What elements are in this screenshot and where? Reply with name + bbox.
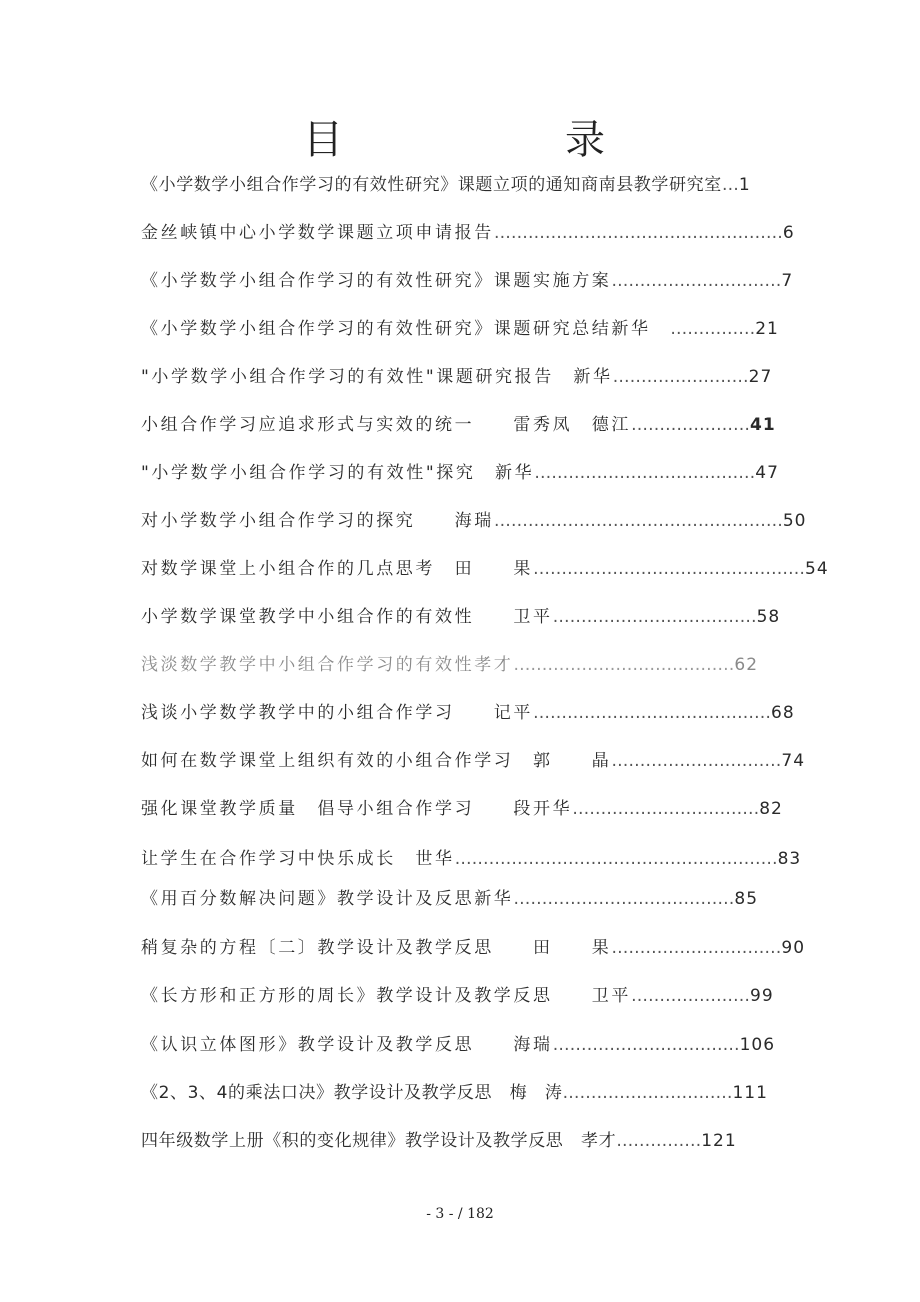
toc-entry[interactable] — [141, 411, 781, 439]
toc-entry[interactable] — [141, 555, 829, 583]
toc-entry-page: 1 — [738, 175, 751, 195]
toc-entry-title: 小组合作学习应追求形式与实效的统一 雷秀凤 德江 — [141, 415, 631, 435]
toc-entry-page: 74 — [781, 751, 806, 771]
toc-entry-title: 《小学数学小组合作学习的有效性研究》课题研究总结新华 — [141, 319, 671, 339]
toc-entry-title: 《小学数学小组合作学习的有效性研究》课题实施方案 — [141, 271, 612, 291]
toc-entry[interactable] — [141, 1079, 781, 1107]
toc-entry-leader: ………………………… — [611, 938, 782, 958]
toc-entry-title: 对小学数学小组合作学习的探究 海瑞 — [141, 511, 494, 531]
toc-entry-page: 83 — [777, 849, 802, 869]
toc-entry-leader: ………………… — [631, 415, 750, 435]
toc-entry-leader: ………………………………………………… — [454, 849, 778, 869]
toc-entry-title: 稍复杂的方程〔二〕教学设计及教学反思 田 果 — [141, 938, 612, 958]
toc-entry[interactable] — [141, 795, 781, 823]
toc-entry-page: 41 — [750, 415, 776, 435]
toc-entry-title: 金丝峡镇中心小学数学课题立项申请报告 — [141, 223, 494, 243]
toc-entry-page: 47 — [755, 463, 779, 483]
toc-entry-leader: ………………………………… — [513, 889, 735, 909]
toc-entry-leader: ………………………… — [611, 751, 782, 771]
toc-entry-page: 21 — [755, 319, 779, 339]
toc-entry[interactable] — [141, 363, 781, 391]
toc-entry-title: 《长方形和正方形的周长》教学设计及教学反思 卫平 — [141, 986, 631, 1006]
toc-entry-page: 7 — [781, 271, 794, 291]
toc-entry-title: 强化课堂教学质量 倡导小组合作学习 段开华 — [141, 799, 573, 819]
toc-entry-leader: ………………………… — [611, 271, 782, 291]
toc-entry-title: 让学生在合作学习中快乐成长 世华 — [141, 849, 455, 869]
toc-entry-title: 对数学课堂上小组合作的几点思考 田 果 — [141, 559, 533, 579]
toc-entry-title: 浅谈小学数学教学中的小组合作学习 记平 — [141, 703, 533, 723]
toc-entry-title: "小学数学小组合作学习的有效性"课题研究报告 新华 — [141, 367, 613, 387]
toc-entry-title: 《用百分数解决问题》教学设计及反思新华 — [141, 889, 514, 909]
toc-entry-page: 50 — [782, 511, 807, 531]
toc-entry[interactable] — [141, 699, 795, 727]
toc-entry[interactable] — [141, 603, 781, 631]
toc-title-char-1: 目 — [303, 117, 343, 163]
toc-entry[interactable] — [141, 747, 806, 775]
toc-entry-leader: ………………………………………… — [533, 559, 805, 579]
toc-entry-page: 121 — [701, 1131, 737, 1151]
toc-entry-page: 68 — [771, 703, 795, 723]
toc-entry-leader: …………………………… — [552, 1035, 740, 1055]
toc-entry[interactable] — [141, 267, 794, 295]
toc-title — [0, 108, 920, 168]
toc-entry[interactable] — [141, 1127, 781, 1155]
toc-entry-leader: …………………………………………… — [493, 223, 783, 243]
toc-entry[interactable] — [141, 315, 781, 343]
toc-entry-page: 111 — [732, 1083, 768, 1103]
toc-entry-leader: …………… — [616, 1131, 702, 1151]
toc-entry-leader: ………………………… — [562, 1083, 733, 1103]
toc-entry-leader: ………………… — [631, 986, 750, 1006]
toc-entry[interactable] — [141, 982, 781, 1010]
toc-entry-leader: …………………………… — [572, 799, 760, 819]
toc-entry-page: 85 — [734, 889, 759, 909]
toc-entry-page: 6 — [782, 223, 795, 243]
toc-entry-page: 62 — [734, 655, 759, 675]
toc-entry-page: 99 — [750, 986, 774, 1006]
toc-entry-page: 106 — [739, 1035, 776, 1055]
toc-entry[interactable] — [141, 459, 781, 487]
toc-entry[interactable] — [141, 171, 781, 199]
toc-entry[interactable] — [141, 1031, 781, 1059]
toc-entry-title: 浅淡数学教学中小组合作学习的有效性孝才 — [141, 655, 514, 675]
toc-entry-page: 90 — [781, 938, 806, 958]
toc-entry-leader: ……………………………… — [552, 607, 757, 627]
toc-entry-leader: …………………………………………… — [493, 511, 783, 531]
toc-entry-page: 27 — [748, 367, 773, 387]
toc-title-char-2: 录 — [565, 117, 605, 163]
toc-entry-leader: ………………………………… — [534, 463, 756, 483]
toc-entry-title: 小学数学课堂教学中小组合作的有效性 卫平 — [141, 607, 553, 627]
toc-entry[interactable] — [141, 934, 806, 962]
toc-entry[interactable] — [141, 507, 807, 535]
toc-entry[interactable] — [141, 651, 781, 679]
toc-entry-leader: ………………………………… — [513, 655, 735, 675]
toc-entry-title: 《认识立体图形》教学设计及教学反思 海瑞 — [141, 1035, 553, 1055]
toc-entry-leader: …………………… — [612, 367, 749, 387]
toc-entry-title: 《小学数学小组合作学习的有效性研究》课题立项的通知商南县教学研究室 — [141, 175, 722, 195]
toc-entry-page: 82 — [759, 799, 783, 819]
toc-entry-title: 《2、3、4的乘法口决》教学设计及教学反思 梅 涛 — [141, 1083, 563, 1103]
toc-entry-title: 四年级数学上册《积的变化规律》教学设计及教学反思 孝才 — [141, 1131, 617, 1151]
toc-entry[interactable] — [141, 885, 781, 913]
toc-entry-title: "小学数学小组合作学习的有效性"探究 新华 — [141, 463, 535, 483]
toc-entry-title: 如何在数学课堂上组织有效的小组合作学习 郭 晶 — [141, 751, 612, 771]
toc-entry-leader: …………… — [670, 319, 756, 339]
toc-entry-page: 58 — [756, 607, 781, 627]
toc-entry-leader: …………………………………… — [533, 703, 771, 723]
toc-entry[interactable] — [141, 219, 795, 247]
page-number-footer: - 3 - / 182 — [426, 1206, 494, 1222]
toc-entry-page: 54 — [805, 559, 829, 579]
toc-entry-leader: … — [721, 175, 739, 195]
toc-entry[interactable] — [141, 845, 802, 873]
